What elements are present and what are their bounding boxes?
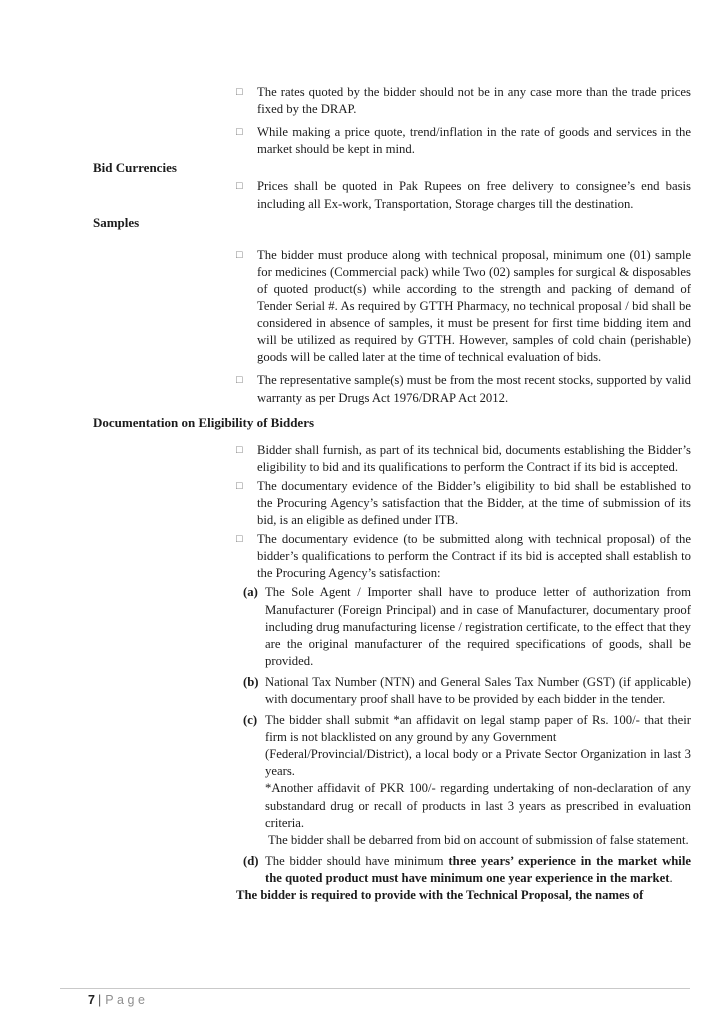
- footer-divider: [60, 988, 690, 989]
- item-label: (c): [243, 713, 258, 728]
- lettered-item-c: [243, 712, 691, 849]
- page-number-text: [88, 992, 148, 1009]
- bullet-item: [236, 478, 691, 529]
- checkbox-bullet-icon: □: [236, 533, 243, 546]
- bullet-item: [236, 178, 691, 212]
- page-number: 7: [88, 993, 95, 1007]
- bullet-item: [236, 124, 691, 158]
- lettered-item-a: [243, 584, 691, 669]
- checkbox-bullet-icon: □: [236, 374, 243, 387]
- item-text: The bidder shall submit *an affidavit on legal stamp paper of Rs. 100/- that their firm is not blacklisted on any ground by any Government: [265, 713, 691, 745]
- bullet-item: [236, 84, 691, 118]
- bullet-text: The documentary evidence (to be submitted along with technical proposal) of the bidder’s qualifications to perform the Contract if its bid is accepted shall establish to the Procuring Agency’s satisfaction:: [257, 532, 691, 581]
- item-label: (d): [243, 853, 259, 868]
- item-text: The bidder should have minimum three years’ experience in the market while the quoted product must have minimum one year experience in the market.: [265, 853, 691, 885]
- footer-separator: |: [97, 993, 102, 1007]
- checkbox-bullet-icon: □: [236, 443, 243, 456]
- bullet-text: The representative sample(s) must be from the most recent stocks, supported by valid warranty as per Drugs Act 1976/DRAP Act 2012.: [257, 373, 691, 405]
- item-label: (a): [243, 585, 258, 600]
- item-text: National Tax Number (NTN) and General Sales Tax Number (GST) (if applicable) with documentary proof shall have to be provided by each bidder in the tender.: [265, 674, 691, 706]
- page-footer: [0, 988, 725, 1024]
- checkbox-bullet-icon: □: [236, 126, 243, 139]
- bullet-item: [236, 372, 691, 406]
- bold-emphasis: three years’ experience in the market while the quoted product must have minimum one year experience in the market: [265, 853, 691, 885]
- checkbox-bullet-icon: □: [236, 248, 243, 261]
- heading-bid-currencies: Bid Currencies: [93, 160, 177, 176]
- item-text: The bidder shall be debarred from bid on account of submission of false statement.: [268, 832, 689, 847]
- page-word: Page: [105, 993, 149, 1007]
- item-text: The Sole Agent / Importer shall have to produce letter of authorization from Manufacturer (Foreign Principal) and in case of Manufacturer, documentary proof including drug manufacturing license / registration certificate, to the effect that they are the original manufacturer of the required specifications of goods, shall be provided.: [265, 585, 691, 668]
- bullet-text: The bidder must produce along with technical proposal, minimum one (01) sample for medicines (Commercial pack) while Two (02) samples for surgical & disposables of quoted product(s) while according to the strength and packing of demand of Tender Serial #. As required by GTTH Pharmacy, no technical proposal / bid shall be considered in absence of samples, it must be present for first time bidding item and will be utilized as required by GTTH. However, samples of cold chain (perishable) goods will be called later at the time of technical evaluation of bids.: [257, 247, 691, 365]
- heading-documentation-eligibility: Documentation on Eligibility of Bidders: [93, 414, 315, 430]
- heading-samples: Samples: [93, 214, 140, 230]
- bullet-item: [236, 442, 691, 476]
- bullet-text: The documentary evidence of the Bidder’s eligibility to bid shall be established to the Procuring Agency’s satisfaction that the Bidder, at the time of submission of its bid, is an eligible as defined under ITB.: [257, 478, 691, 528]
- bullet-text: Bidder shall furnish, as part of its technical bid, documents establishing the Bidder’s eligibility to bid and its qualifications to perform the Contract if its bid is accepted.: [257, 442, 691, 474]
- bullet-text: Prices shall be quoted in Pak Rupees on free delivery to consignee’s end basis including all Ex-work, Transportation, Storage charges till the destination.: [257, 179, 691, 211]
- item-text: *Another affidavit of PKR 100/- regarding undertaking of non-declaration of any substandard drug or recall of products in last 3 years as prescribed in evaluation criteria.: [265, 781, 691, 830]
- bullet-text: While making a price quote, trend/inflation in the rate of goods and services in the market should be kept in mind.: [257, 125, 691, 157]
- closing-bold-paragraph: The bidder is required to provide with the Technical Proposal, the names of: [236, 888, 644, 903]
- checkbox-bullet-icon: □: [236, 479, 243, 492]
- checkbox-bullet-icon: □: [236, 180, 243, 193]
- lettered-item-b: [243, 674, 691, 708]
- lettered-item-d: [243, 853, 691, 887]
- bullet-item: [236, 247, 691, 367]
- item-label: (b): [243, 674, 259, 689]
- bullet-text: The rates quoted by the bidder should not be in any case more than the trade prices fixed by the DRAP.: [257, 85, 691, 117]
- checkbox-bullet-icon: □: [236, 86, 243, 98]
- bullet-item: [236, 531, 691, 582]
- item-text: (Federal/Provincial/District), a local body or a Private Sector Organization in last 3 years.: [265, 747, 691, 779]
